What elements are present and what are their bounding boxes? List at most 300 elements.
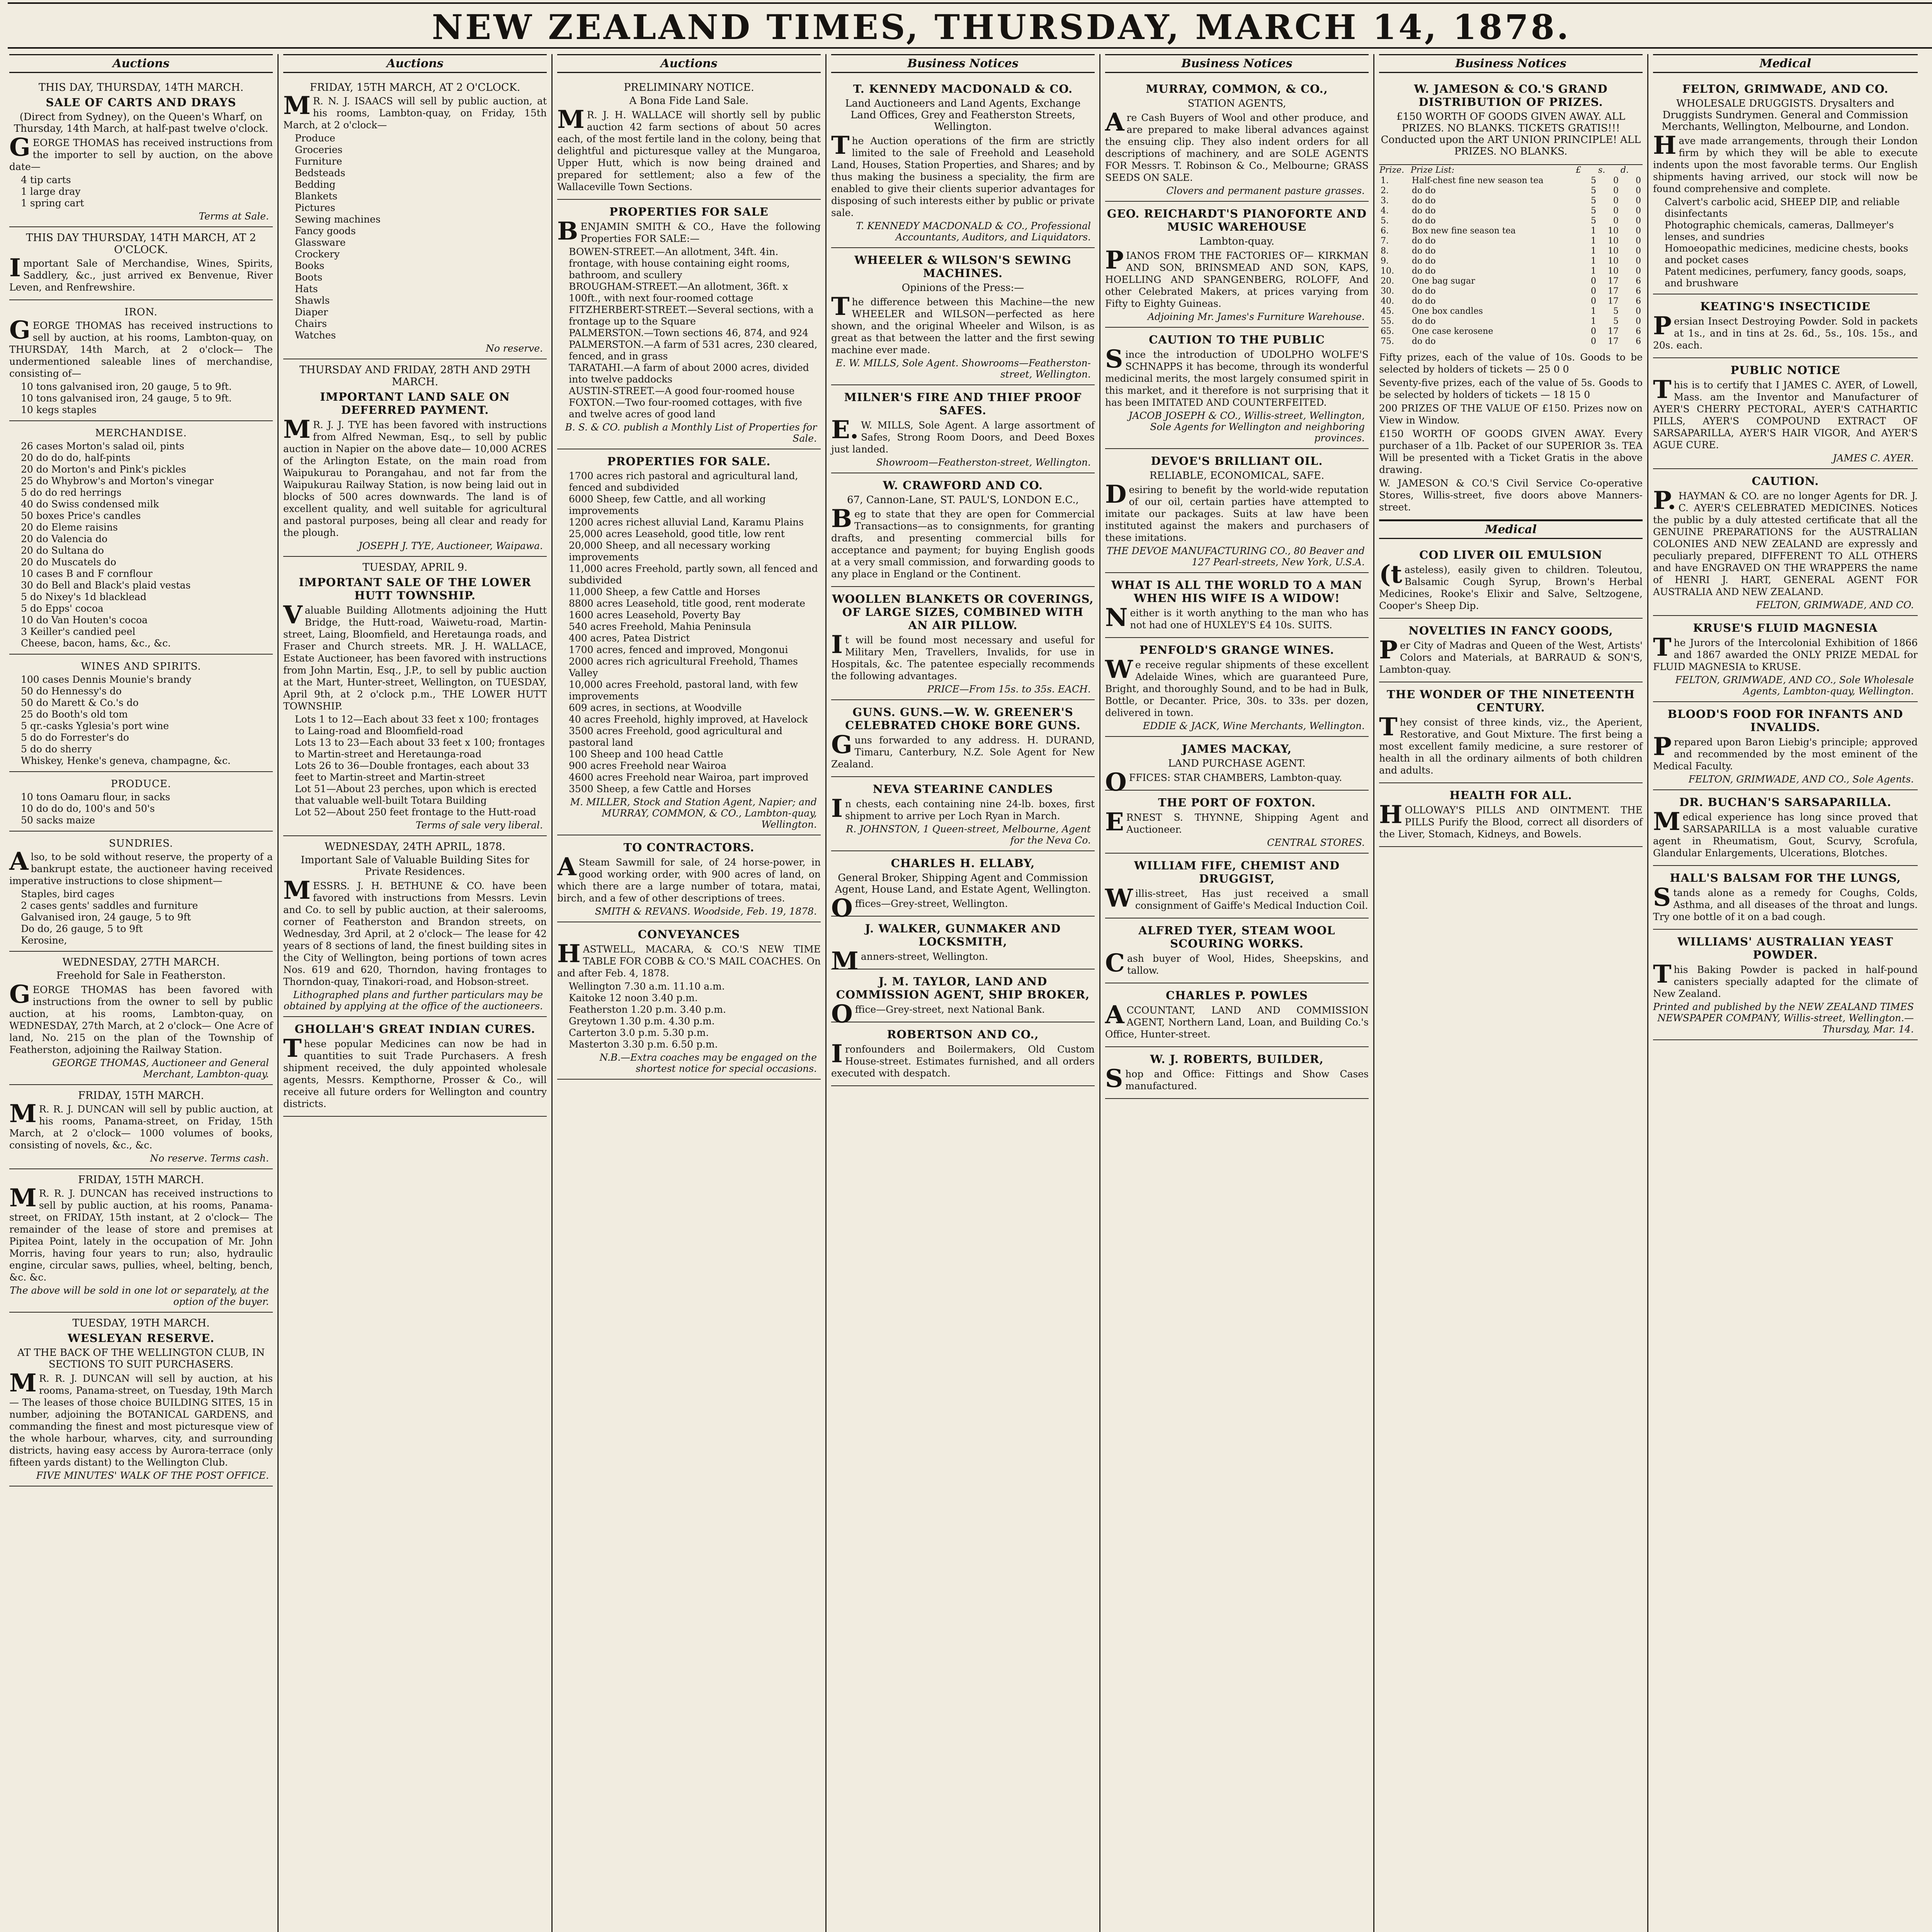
column-heading: Medical — [1653, 54, 1918, 73]
masthead — [0, 0, 1932, 50]
prize-table-row — [1379, 316, 1643, 327]
prize-table-cell: 6 — [1636, 296, 1641, 306]
notice-headline: CHARLES H. ELLABY, — [891, 857, 1035, 870]
notice-item: Kaitoke 12 noon 3.40 p.m. — [569, 992, 698, 1003]
prize-table-cell: do do — [1412, 216, 1436, 226]
notice-item: Lot 51—About 23 perches, upon which is erected that valuable well-built Totara Building — [295, 783, 537, 806]
prize-notes — [1379, 347, 1643, 520]
notice-subtitle: Freehold for Sale in Featherston. — [56, 970, 226, 981]
notice-item: 1700 acres rich pastoral and agricultural land, fenced and subdivided — [569, 470, 798, 493]
notice-signature: The above will be sold in one lot or separately, at the option of the buyer. — [10, 1285, 269, 1307]
notice-subtitle: 67, Cannon-Lane, ST. PAUL'S, LONDON E.C., — [847, 494, 1079, 506]
notice-item: 1 large dray — [21, 186, 81, 197]
prize-table-cell: 10. — [1381, 266, 1394, 276]
prize-table — [1379, 165, 1643, 347]
notice-subhead: WINES AND SPIRITS. — [81, 661, 201, 672]
notice-item: 5 do Nixey's 1d blacklead — [21, 591, 146, 602]
notice-headline: CAUTION TO THE PUBLIC — [1149, 333, 1325, 346]
notice-body: MESSRS. J. H. BETHUNE & CO. have been favored with instructions from Messrs. Levin and Co. to sell by public auction, at their salerooms, corner of Featherston and Brandon streets, on Wednesday, 3rd April, at 2 o'clock— The lease for 42 years of 8 sections of land, the finest building sites in the City of Wellington, being portions of town acres Nos. 619 and 620, Thorndon, having frontages to Thorndon-quay, Tinakori-road, and Hobson-street. — [283, 876, 547, 987]
notice — [1105, 202, 1369, 328]
column-heading: Auctions — [557, 54, 821, 73]
medical-notice-headline: COD LIVER OIL EMULSION — [1419, 548, 1602, 561]
medical-notice-body: Per City of Madras and Queen of the West, Artists' Colors and Materials, at BARRAUD & SON'S, Lambton-quay. — [1379, 636, 1643, 675]
notice — [1653, 358, 1918, 469]
notice-subtitle: General Broker, Shipping Agent and Commission Agent, House Land, and Estate Agent, Wellington. — [835, 872, 1091, 895]
notice — [283, 1017, 547, 1117]
prize-table-row — [1379, 206, 1643, 216]
prize-table-cell: do do — [1412, 256, 1436, 266]
notice-item: Shawls — [295, 295, 330, 306]
notice — [283, 359, 547, 557]
notice-item: Kerosine, — [21, 935, 67, 946]
prize-table-cell: 0 — [1636, 216, 1641, 226]
notice-item: PALMERSTON.—Town sections 46, 874, and 924 — [569, 327, 809, 338]
prize-table-cell: 4. — [1381, 206, 1389, 216]
notice-body: It will be found most necessary and useful for Military Men, Travellers, Invalids, for use in Hospitals, &c. The patentee especially recommends the following advantages. — [831, 630, 1095, 682]
notice-item: 100 Sheep and 100 head Cattle — [569, 748, 723, 760]
notice-headline: GHOLLAH'S GREAT INDIAN CURES. — [294, 1022, 536, 1036]
prize-table-cell: 10 — [1608, 246, 1619, 256]
notice-headline: CONVEYANCES — [638, 928, 740, 941]
prize-table-cell: 30. — [1381, 286, 1394, 296]
prize-note: 200 PRIZES OF THE VALUE OF £150. Prizes now on View in Window. — [1379, 403, 1643, 426]
notice — [9, 77, 273, 227]
notice-signature: Lithographed plans and further particulars may be obtained by applying at the office of the auctioneers. — [284, 989, 543, 1012]
notice-item: 20 do Valencia do — [21, 533, 108, 544]
notice-headline: T. KENNEDY MACDONALD & CO. — [853, 82, 1073, 95]
column-heading: Business Notices — [1105, 54, 1369, 73]
notice-item: Staples, bird cages — [21, 888, 115, 900]
prize-table-row — [1379, 296, 1643, 306]
notice-headline: SALE OF CARTS AND DRAYS — [46, 96, 236, 109]
notice-item: Bedsteads — [295, 167, 345, 179]
notice — [9, 1313, 273, 1486]
notice-date: TUESDAY, APRIL 9. — [362, 561, 468, 573]
prize-table-cell: 6 — [1636, 276, 1641, 286]
notice-body: These popular Medicines can now be had in quantities to suit Trade Purchasers. A fresh shipment received, the duly appointed wholesale agents, Messrs. Kempthorne, Prosser & Co., will receive all future orders for Wellington and country districts. — [283, 1034, 547, 1109]
notice — [1105, 854, 1369, 918]
notice-body: Beg to state that they are open for Commercial Transactions—as to consignments, for granting drafts, and presenting commercial bills for acceptance and payment; for buying English goods at a very small commission, and forwarding goods to any place in England or the Continent. — [831, 504, 1095, 580]
notice-item: FOXTON.—Two four-roomed cottages, with five and twelve acres of good land — [569, 397, 802, 420]
prize-table-cell: 0 — [1613, 206, 1619, 216]
notice-item: BROUGHAM-STREET.—An allotment, 36ft. x 100ft., with next four-roomed cottage — [569, 281, 788, 304]
notice-item: Photographic chemicals, cameras, Dallmeyer's lenses, and sundries — [1665, 219, 1894, 242]
notice-headline: MURRAY, COMMON, & CO., — [1146, 82, 1328, 95]
notice-item: 20,000 Sheep, and all necessary working improvements — [569, 540, 770, 563]
notice — [1653, 866, 1918, 930]
prize-table-header-cell: s. — [1598, 165, 1605, 175]
notice — [9, 832, 273, 952]
notice — [9, 1169, 273, 1313]
notice-item: 1 spring cart — [21, 197, 84, 209]
notice-headline: CAUTION. — [1752, 474, 1819, 488]
prize-table-cell: 5 — [1613, 316, 1619, 326]
notice — [9, 227, 273, 300]
notice-subtitle: (Direct from Sydney), on the Queen's Wharf, on Thursday, 14th March, at half-past twelve o'clock. — [14, 111, 269, 134]
notice-body: ACCOUNTANT, LAND AND COMMISSION AGENT, Northern Land, Loan, and Building Co.'s Office, Hunter-street. — [1105, 1000, 1369, 1040]
notice-item: 11,000 acres Freehold, partly sown, all fenced and subdivided — [569, 563, 818, 586]
notice-body: Persian Insect Destroying Powder. Sold in packets at 1s., and in tins at 2s. 6d., 5s., 10s. 15s., and 20s. each. — [1653, 311, 1918, 351]
notice-body: Medical experience has long since proved that SARSAPARILLA is a most valuable curative agent in Rheumatism, Gout, Scurvy, Scrofula, Glandular Enlargements, Ulcerations, Blotches. — [1653, 807, 1918, 859]
prize-table-row — [1379, 306, 1643, 316]
notice-body: Prepared upon Baron Liebig's principle; approved and recommended by the most eminent of the Medical Faculty. — [1653, 732, 1918, 772]
notice-headline: W. J. ROBERTS, BUILDER, — [1150, 1053, 1324, 1066]
notice-body: Shop and Office: Fittings and Show Cases manufactured. — [1105, 1064, 1369, 1093]
prize-table-row — [1379, 216, 1643, 226]
prize-table-cell: 55. — [1381, 316, 1394, 326]
prize-table-cell: 5 — [1591, 206, 1596, 216]
notice-item: 30 do Bell and Black's plaid vestas — [21, 580, 191, 591]
notice-headline: THE PORT OF FOXTON. — [1158, 796, 1316, 809]
prize-table-cell: 5 — [1591, 216, 1596, 226]
notice-item: 10,000 acres Freehold, pastoral land, with few improvements — [569, 679, 798, 702]
prize-table-cell: 17 — [1608, 327, 1619, 336]
notice-headline: FELTON, GRIMWADE, AND CO. — [1682, 82, 1889, 95]
notice — [1653, 77, 1918, 294]
notice — [557, 200, 821, 449]
notice — [1653, 790, 1918, 866]
notice-item: Furniture — [295, 156, 342, 167]
notice-signature: GEORGE THOMAS, Auctioneer and General Merchant, Lambton-quay. — [52, 1057, 269, 1080]
notice-headline: DEVOE'S BRILLIANT OIL. — [1151, 454, 1323, 468]
notice-headline: BLOOD'S FOOD FOR INFANTS AND INVALIDS. — [1667, 707, 1903, 734]
notice-item: Masterton 3.30 p.m. 6.50 p.m. — [569, 1039, 718, 1050]
medical-notice-body: HOLLOWAY'S PILLS AND OINTMENT. THE PILLS Purify the Blood, correct all disorders of the Liver, Stomach, Kidneys, and Bowels. — [1379, 800, 1643, 840]
notice-item: Lot 52—About 250 feet frontage to the Hutt-road — [295, 806, 536, 818]
notice-item: Calvert's carbolic acid, SHEEP DIP, and reliable disinfectants — [1665, 196, 1900, 219]
medical-notice — [1379, 619, 1643, 682]
prize-table-cell: 0 — [1613, 196, 1619, 206]
notice-item: 3500 acres Freehold, good agricultural and pastoral land — [569, 725, 782, 748]
notice-item: Bedding — [295, 179, 336, 190]
notice-body: Cash buyer of Wool, Hides, Sheepskins, and tallow. — [1105, 949, 1369, 978]
notice-signature: SMITH & REVANS. Woodside, Feb. 19, 1878. — [595, 906, 817, 917]
notice-item: 20 do Sultana do — [21, 545, 104, 556]
prize-table-cell: 17 — [1608, 276, 1619, 286]
prize-table-header-cell: Prize. — [1379, 165, 1404, 175]
notice-item: Wellington 7.30 a.m. 11.10 a.m. — [569, 981, 725, 992]
notice-signature: FELTON, GRIMWADE, AND CO., Sole Wholesale Agents, Lambton-quay, Wellington. — [1675, 674, 1914, 697]
notice-signature: R. JOHNSTON, 1 Queen-street, Melbourne, Agent for the Neva Co. — [846, 823, 1091, 846]
prize-table-cell: 1 — [1591, 266, 1596, 276]
notice-headline: KRUSE'S FLUID MAGNESIA — [1693, 621, 1878, 634]
notice-item: AUSTIN-STREET.—A good four-roomed house — [569, 385, 795, 396]
notice-date: FRIDAY, 15TH MARCH. — [78, 1090, 204, 1102]
notice — [9, 300, 273, 421]
notice-headline: WILLIAMS' AUSTRALIAN YEAST POWDER. — [1677, 935, 1893, 961]
prize-table-cell: 0 — [1636, 266, 1641, 276]
column-7 — [1648, 54, 1922, 1932]
notice — [557, 77, 821, 200]
medical-notice-headline: THE WONDER OF THE NINETEENTH CENTURY. — [1386, 688, 1635, 714]
notice — [557, 449, 821, 835]
notice — [283, 77, 547, 359]
notice-item: Lots 13 to 23—Each about 33 feet x 100; frontages to Martin-street and Heretaunga-road — [295, 737, 545, 760]
notice-headline: ROBERTSON AND CO., — [887, 1028, 1039, 1041]
notice-subtitle: Important Sale of Valuable Building Sites for Private Residences. — [301, 854, 529, 878]
notice-item: 20 do Muscatels do — [21, 556, 116, 568]
notice-item: 25 do Whybrow's and Morton's vinegar — [21, 475, 214, 486]
notice-headline: MILNER'S FIRE AND THIEF PROOF SAFES. — [844, 391, 1082, 417]
column-1 — [5, 54, 279, 1932]
notice-body: The difference between this Machine—the new WHEELER and WILSON—perfected as here shown, and the original Wheeler and Wilson, is as great as that between the latter and the first sewing machine ever made. — [831, 292, 1095, 355]
prize-note: £150 WORTH OF GOODS GIVEN AWAY. Every purchaser of a 1lb. Packet of our SUPERIOR 3s. TEA Will be presented with a Ticket Gratis in the above drawing. — [1379, 428, 1643, 475]
notice-body: Manners-street, Wellington. — [831, 947, 988, 976]
notice-item: 40 acres Freehold, highly improved, at Havelock — [569, 714, 808, 725]
notice — [831, 777, 1095, 851]
notice — [9, 655, 273, 772]
notice-body: The Jurors of the Intercolonial Exhibition of 1866 and 1867 awarded the ONLY PRIZE MEDAL for FLUID MAGNESIA to KRUSE. — [1653, 633, 1918, 672]
notice — [831, 851, 1095, 923]
notice-signature: CENTRAL STORES. — [1267, 837, 1365, 848]
notice-signature: PRICE—From 15s. to 35s. EACH. — [927, 684, 1091, 695]
notice-subtitle: AT THE BACK OF THE WELLINGTON CLUB, IN SECTIONS TO SUIT PURCHASERS. — [17, 1347, 265, 1370]
notice-item: 10 do Van Houten's cocoa — [21, 614, 148, 626]
notice-signature: JOSEPH J. TYE, Auctioneer, Waipawa. — [358, 540, 543, 551]
notice-headline: NEVA STEARINE CANDLES — [872, 782, 1053, 796]
notice-body: The Auction operations of the firm are strictly limited to the sale of Freehold and Leasehold Land, Houses, Station Properties, and Shares; and by thus making the business a speciality, the firm are enabled to give their clients superior advantages for disposing of such interests either by public or private sale. — [831, 131, 1095, 218]
notice-signature: Printed and published by the NEW ZEALAND TIMES NEWSPAPER COMPANY, Willis-street, Wellington.—Thursday, Mar. 14. — [1653, 1001, 1914, 1035]
prize-table-row — [1379, 266, 1643, 276]
prize-table-cell: 3. — [1381, 196, 1389, 206]
prize-table-cell: 2. — [1381, 186, 1389, 196]
notice-headline: PROPERTIES FOR SALE. — [607, 455, 771, 468]
notice — [1105, 328, 1369, 449]
notice-item: FITZHERBERT-STREET.—Several sections, with a frontage up to the Square — [569, 304, 814, 327]
notice-item: Boots — [295, 272, 323, 283]
notice-body: Since the introduction of UDOLPHO WOLFE'S SCHNAPPS it has become, through its wonderful medicinal merits, the most largely consumed spirit in this market, and it therefore is not surprising that it has been IMITATED AND COUNTERFEITED. — [1105, 345, 1369, 408]
notice-item: Fancy goods — [295, 225, 356, 236]
notice-date: TUESDAY, 19TH MARCH. — [72, 1317, 210, 1329]
notice-headline: WHEELER & WILSON'S SEWING MACHINES. — [854, 253, 1071, 280]
notice-signature: No reserve. — [485, 343, 543, 354]
notice-body: HASTWELL, MACARA, & CO.'S NEW TIME TABLE FOR COBB & CO.'S MAIL COACHES. On and after Feb. 4, 1878. — [557, 939, 821, 979]
prize-table-cell: 7. — [1381, 236, 1389, 246]
notice-item: 10 kegs staples — [21, 404, 97, 415]
notice-item: Cheese, bacon, hams, &c., &c. — [21, 638, 171, 649]
notice — [9, 1085, 273, 1169]
medical-notice-headline: NOVELTIES IN FANCY GOODS, — [1408, 624, 1613, 637]
notice-signature: Clovers and permanent pasture grasses. — [1166, 185, 1365, 196]
notice — [283, 557, 547, 836]
prize-table-cell: do do — [1412, 296, 1436, 306]
notice-headline: J. WALKER, GUNMAKER AND LOCKSMITH, — [865, 922, 1061, 948]
prize-table-cell: 0 — [1636, 196, 1641, 206]
notice-body: Offices—Grey-street, Wellington. — [831, 894, 1008, 923]
notice-subtitle: STATION AGENTS, — [1187, 98, 1286, 109]
notice-subtitle: RELIABLE, ECONOMICAL, SAFE. — [1149, 470, 1325, 481]
notice-item: 2 cases gents' saddles and furniture — [21, 900, 198, 911]
prize-table-cell: 0 — [1636, 246, 1641, 256]
prize-table-cell: 0 — [1613, 186, 1619, 196]
notice-body: MR. J. J. TYE has been favored with instructions from Alfred Newman, Esq., to sell by public auction in Napier on the above date— 10,000 ACRES of the Arlington Estate, on the main road from Waipukurau to Porangahau, and not far from the Waipukurau Railway Station, is now being laid out in blocks of 500 acres downwards. The land is of excellent quality, and well suitable for agricultural and pastoral purposes, being all clear and ready for the plough. — [283, 415, 547, 538]
notice-signature: FELTON, GRIMWADE, AND CO., Sole Agents. — [1688, 774, 1914, 785]
notice-body: Ironfounders and Boilermakers, Old Custom House-street. Estimates furnished, and all orders executed with despatch. — [831, 1039, 1095, 1079]
notice — [1105, 737, 1369, 797]
prize-table-row — [1379, 176, 1643, 186]
notice-subhead: IRON. — [124, 306, 158, 318]
notice-signature: E. W. MILLS, Sole Agent. Showrooms—Featherston-street, Wellington. — [835, 357, 1091, 380]
notice-item: 50 sacks maize — [21, 815, 95, 826]
notice-item: 1600 acres Leasehold, Poverty Bay — [569, 609, 741, 621]
notice-body: This is to certify that I JAMES C. AYER, of Lowell, Mass. am the Inventor and Manufacturer of AYER'S CHERRY PECTORAL, AYER'S CATHARTIC PILLS, AYER'S COMPOUND EXTRACT OF SARSAPARILLA, AYER'S HAIR VIGOR, And AYER'S AGUE CURE. — [1653, 375, 1918, 451]
notice-item: Whiskey, Henke's geneva, champagne, &c. — [21, 755, 231, 766]
notice-signature: T. KENNEDY MACDONALD & CO., Professional Accountants, Auditors, and Liquidators. — [856, 220, 1091, 243]
notice-item: 20 do do do, half-pints — [21, 452, 131, 463]
notice — [1653, 294, 1918, 358]
prize-table-cell: 1 — [1591, 256, 1596, 266]
notice — [1379, 77, 1643, 165]
prize-table-cell: do do — [1412, 236, 1436, 246]
prize-table-cell: 0 — [1636, 306, 1641, 316]
prize-table-cell: 6 — [1636, 327, 1641, 336]
notice-date: WEDNESDAY, 27TH MARCH. — [62, 956, 220, 968]
notice-item: Hats — [295, 283, 318, 294]
notice — [1105, 449, 1369, 573]
notice-body: Stands alone as a remedy for Coughs, Colds, Asthma, and all diseases of the throat and lungs. Try one bottle of it on a bad cough. — [1653, 883, 1918, 922]
prize-table-cell: 0 — [1636, 186, 1641, 196]
prize-table-cell: do do — [1412, 286, 1436, 296]
column-3 — [553, 54, 827, 1932]
notice-signature: THE DEVOE MANUFACTURING CO., 80 Beaver and 127 Pearl-streets, New York, U.S.A. — [1106, 545, 1365, 568]
notice-headline: IMPORTANT SALE OF THE LOWER HUTT TOWNSHIP. — [299, 576, 531, 602]
notice-headline: TO CONTRACTORS. — [623, 841, 755, 854]
notice-item: 8800 acres Leasehold, title good, rent moderate — [569, 598, 805, 609]
notice-item: Blankets — [295, 190, 338, 202]
prize-note: Seventy-five prizes, each of the value of 5s. Goods to be selected by holders of tickets — 18 15 0 — [1379, 377, 1643, 400]
prize-note: Fifty prizes, each of the value of 10s. Goods to be selected by holders of tickets — 25 0 0 — [1379, 352, 1643, 375]
notice — [1105, 638, 1369, 737]
notice-body: Guns forwarded to any address. H. DURAND, Timaru, Canterbury, N.Z. Sole Agent for New Zealand. — [831, 730, 1095, 770]
notice-body: ASteam Sawmill for sale, of 24 horse-power, in good working order, with 900 acres of land, on which there are a large number of totara, matai, birch, and a few of other descriptions of trees. — [557, 852, 821, 904]
notice-body: MR. J. H. WALLACE will shortly sell by public auction 42 farm sections of about 50 acres each, of the most fertile land in the colony, being that delightful and picturesque valley at the Mungaroa, Upper Hutt, which is now being drained and prepared for settlement; also a few of the Wallaceville Town Sections. — [557, 105, 821, 192]
prize-table-cell: 10 — [1608, 266, 1619, 276]
notice-headline: W. JAMESON & CO.'S GRAND DISTRIBUTION OF PRIZES. — [1414, 82, 1608, 109]
notice-item: 10 tons galvanised iron, 20 gauge, 5 to 9ft. — [21, 381, 232, 392]
prize-table-cell: do do — [1412, 246, 1436, 256]
notice-signature: M. MILLER, Stock and Station Agent, Napier; and MURRAY, COMMON, & CO., Lambton-quay, Wellington. — [570, 796, 817, 830]
prize-table-cell: 5 — [1591, 176, 1596, 185]
prize-table-row — [1379, 226, 1643, 236]
notice — [557, 922, 821, 1080]
notice-item: PALMERSTON.—A farm of 531 acres, 230 cleared, fenced, and in grass — [569, 339, 818, 362]
prize-table-cell: 1 — [1591, 316, 1596, 326]
medical-notice-headline: HEALTH FOR ALL. — [1449, 789, 1572, 802]
notice-subhead: MERCHANDISE. — [95, 427, 187, 439]
notice-signature: Terms at Sale. — [199, 211, 269, 222]
prize-table-cell: 1 — [1591, 246, 1596, 256]
notice-item: Lots 26 to 36—Double frontages, each about 33 feet to Martin-street and Martin-street — [295, 760, 529, 783]
notice-signature: FIVE MINUTES' WALK OF THE POST OFFICE. — [36, 1470, 269, 1481]
notice — [1653, 469, 1918, 616]
prize-table-cell: 6 — [1636, 337, 1641, 346]
prize-table-cell: 0 — [1591, 276, 1596, 286]
notice-item: TARATAHI.—A farm of about 2000 acres, divided into twelve paddocks — [569, 362, 809, 385]
notice-item: 20 do Morton's and Pink's pickles — [21, 464, 186, 475]
notice-signature: JACOB JOSEPH & CO., Willis-street, Wellington, Sole Agents for Wellington and neighboring provinces. — [1128, 410, 1365, 444]
notice-subtitle: Land Auctioneers and Land Agents, Exchange Land Offices, Grey and Featherston Streets, Wellington. — [845, 98, 1081, 133]
notice — [9, 772, 273, 832]
prize-table-cell: 40. — [1381, 296, 1394, 306]
notice-item: 1700 acres, fenced and improved, Mongonui — [569, 644, 788, 655]
notice-body: We receive regular shipments of these excellent Adelaide Wines, which are guaranteed Pure, Bright, and thoroughly Sound, and to be had in Bulk, Bottle, or Decanter. Price, 30s. to 33s. per dozen, delivered in town. — [1105, 655, 1369, 718]
notice-item: 5 do do red herrings — [21, 487, 122, 498]
notice-subtitle: LAND PURCHASE AGENT. — [1168, 758, 1306, 769]
prize-table-cell: 65. — [1381, 327, 1394, 336]
notice-body: GEORGE THOMAS has been favored with instructions from the owner to sell by public auction, at his rooms, Lambton-quay, on WEDNESDAY, 27th March, at 2 o'clock— One Acre of land, No. 215 on the plan of the Township of Featherston, adjoining the Railway Station. — [9, 980, 273, 1055]
prize-table-cell: 0 — [1591, 337, 1596, 346]
notice-item: 26 cases Morton's salad oil, pints — [21, 440, 185, 452]
prize-table-cell: do do — [1412, 316, 1436, 326]
prize-table-row — [1379, 256, 1643, 266]
notice-item: BOWEN-STREET.—An allotment, 34ft. 4in. frontage, with house containing eight rooms, bathroom, and scullery — [569, 246, 790, 281]
notice-item: Greytown 1.30 p.m. 4.30 p.m. — [569, 1015, 715, 1027]
notice-subtitle: Opinions of the Press:— — [901, 282, 1024, 294]
notice-item: Lots 1 to 12—Each about 33 feet x 100; frontages to Laing-road and Bloomfield-road — [295, 714, 539, 736]
notice-item: 3500 Sheep, a few Cattle and Horses — [569, 783, 751, 794]
prize-table-cell: 6 — [1636, 286, 1641, 296]
notice-item: Produce — [295, 133, 335, 144]
prize-table-row — [1379, 286, 1643, 296]
notice-item: 4 tip carts — [21, 174, 71, 185]
notice-body: Office—Grey-street, next National Bank. — [831, 1000, 1045, 1029]
notice-headline: PUBLIC NOTICE — [1730, 364, 1840, 377]
notice — [831, 917, 1095, 976]
notice — [557, 835, 821, 922]
notice-item: Featherston 1.20 p.m. 3.40 p.m. — [569, 1004, 726, 1015]
notice-item: Carterton 3.0 p.m. 5.30 p.m. — [569, 1027, 709, 1038]
prize-table-cell: do do — [1412, 206, 1436, 216]
notice-signature: N.B.—Extra coaches may be engaged on the shortest notice for special occasions. — [599, 1052, 817, 1074]
prize-table-cell: 1 — [1591, 226, 1596, 236]
prize-table-cell: 0 — [1636, 226, 1641, 236]
prize-table-cell: 9. — [1381, 256, 1389, 266]
notice-body: MR. R. J. DUNCAN will sell by public auction, at his rooms, Panama-street, on Friday, 15th March, at 2 o'clock— 1000 volumes of books, consisting of novels, &c., &c. — [9, 1099, 273, 1151]
notice-body: E.W. MILLS, Sole Agent. A large assortment of Safes, Strong Room Doors, and Deed Boxes just landed. — [831, 415, 1095, 455]
notice-item: 4600 acres Freehold near Wairoa, part improved — [569, 772, 809, 783]
notice-subhead: SUNDRIES. — [109, 838, 173, 849]
notice-item: 6000 Sheep, few Cattle, and all working improvements — [569, 493, 766, 516]
prize-table-row — [1379, 246, 1643, 256]
notice-date: PRELIMINARY NOTICE. — [624, 82, 754, 94]
notice-headline: J. M. TAYLOR, LAND AND COMMISSION AGENT, SHIP BROKER, — [836, 975, 1090, 1001]
prize-table-cell: 5 — [1591, 196, 1596, 206]
prize-table-header-cell: Prize List: — [1410, 165, 1454, 175]
notice-item: 609 acres, in sections, at Woodville — [569, 702, 742, 713]
prize-table-cell: 0 — [1636, 256, 1641, 266]
prize-table-cell: One bag sugar — [1412, 276, 1475, 286]
prize-table-cell: 20. — [1381, 276, 1394, 286]
notice-body: MR. R. J. DUNCAN has received instructions to sell by public auction, at his rooms, Panama-street, on FRIDAY, 15th instant, at 2 o'clock— The remainder of the lease of store and premises at Pipitea Point, lately in the occupation of Mr. John Morris, having four years to run; also, hydraulic engine, circular saws, pullies, wheel, belting, bench, &c. &c. — [9, 1184, 273, 1283]
notice — [1105, 573, 1369, 638]
notice-item: 1200 acres richest alluvial Land, Karamu Plains — [569, 517, 804, 528]
notice — [9, 421, 273, 655]
notice-item: 400 acres, Patea District — [569, 633, 690, 644]
notice-body: PIANOS FROM THE FACTORIES OF— KIRKMAN AND SON, BRINSMEAD AND SON, KAPS, HOELLING AND SPANGENBERG, ROLOFF, And other Celebrated Makers, at prices varying from Fifty to Eighty Guineas. — [1105, 246, 1369, 309]
prize-table-cell: 10 — [1608, 226, 1619, 236]
prize-table-cell: One box candles — [1412, 306, 1483, 316]
notice-headline: ALFRED TYER, STEAM WOOL SCOURING WORKS. — [1138, 924, 1335, 950]
notice-headline: KEATING'S INSECTICIDE — [1700, 300, 1871, 313]
prize-table-cell: do do — [1412, 196, 1436, 206]
notice-item: Diaper — [295, 306, 328, 318]
notice-headline: W. CRAWFORD AND CO. — [883, 479, 1043, 492]
prize-table-cell: 10 — [1608, 256, 1619, 266]
notice-item: Sewing machines — [295, 214, 381, 225]
notice-body: BENJAMIN SMITH & CO., Have the following Properties FOR SALE:— — [557, 217, 821, 246]
notice-body: ERNEST S. THYNNE, Shipping Agent and Auctioneer. — [1105, 808, 1369, 837]
notice-signature: FELTON, GRIMWADE, AND CO. — [1756, 599, 1914, 611]
